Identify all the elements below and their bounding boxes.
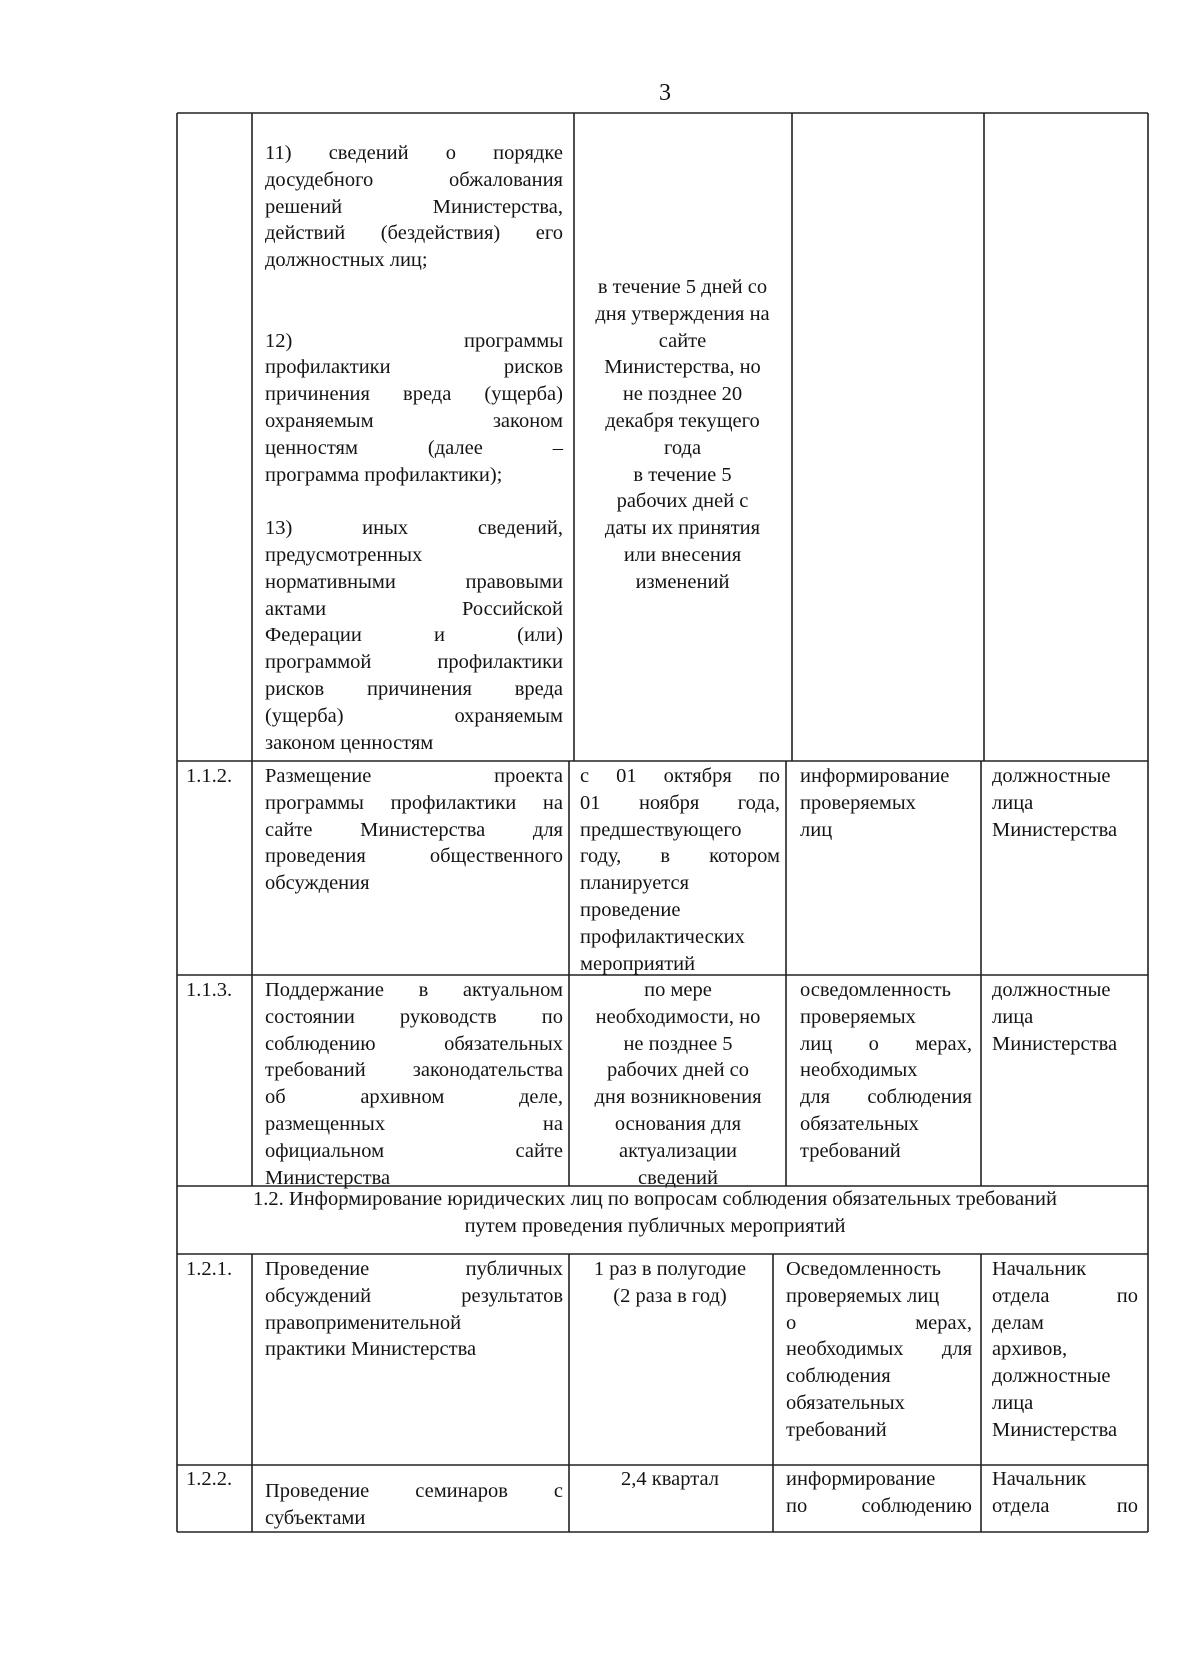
text-line: правоприменительной — [265, 1311, 462, 1334]
text-line: нормативными правовыми — [265, 570, 563, 593]
text-line: досудебного обжалования — [265, 168, 563, 191]
row3-deadline — [576, 977, 780, 1191]
text-line: для соблюдения — [800, 1086, 972, 1109]
text-line: Поддержание в актуальном — [265, 979, 563, 1001]
text-line: Проведение публичных — [265, 1258, 563, 1280]
text-line: охраняемым законом — [265, 409, 563, 432]
row4-responsible — [992, 1256, 1138, 1444]
text-line: должностные — [992, 1365, 1111, 1388]
text-line: 1.2. Информирование юридических лиц по вопросам соблюдения обязательных требований — [253, 1188, 1057, 1210]
text-line: Министерства — [992, 818, 1118, 841]
text-line: по соблюдению — [786, 1494, 972, 1517]
text-line: обсуждений результатов — [265, 1284, 563, 1307]
page-number: 3 — [659, 80, 671, 106]
row1-description — [265, 140, 563, 756]
row3-responsible — [992, 977, 1142, 1057]
text-line: обязательных — [800, 1112, 919, 1135]
text-line: Осведомленность — [786, 1258, 941, 1280]
text-line: 01 ноября года, — [580, 791, 780, 814]
text-line: лиц — [800, 818, 833, 841]
text-line: Начальник — [992, 1468, 1087, 1490]
text-line: требований законодательства — [265, 1059, 563, 1082]
row5-deadline — [572, 1466, 768, 1493]
row3-result — [800, 977, 972, 1165]
row-number: 1.1.3. — [186, 979, 233, 1001]
text-line: необходимости, но — [595, 1005, 761, 1028]
text-line: Министерства, но — [604, 356, 761, 379]
text-line: изменений — [635, 570, 730, 593]
text-line: 12) программы — [265, 329, 563, 352]
text-line: Федерации и (или) — [265, 624, 563, 647]
text-line: проведение — [580, 898, 681, 921]
text-line: лица — [992, 791, 1034, 814]
text-line — [265, 274, 563, 301]
text-line: делам — [992, 1311, 1044, 1334]
row-number: 1.1.2. — [186, 765, 233, 787]
text-line: не позднее 5 — [623, 1032, 733, 1055]
row2-result — [800, 763, 978, 843]
text-line: лица — [992, 1391, 1034, 1414]
text-line: соблюдению обязательных — [265, 1032, 563, 1055]
text-line: обсуждения — [265, 872, 370, 895]
text-line: решений Министерства, — [265, 195, 563, 218]
text-line: лиц о мерах, — [800, 1032, 972, 1055]
text-line: (2 раза в год) — [613, 1284, 727, 1307]
text-line — [265, 488, 563, 515]
text-line: года — [663, 436, 702, 459]
text-line: необходимых — [800, 1059, 918, 1082]
text-line: Начальник — [992, 1258, 1087, 1280]
text-line: должностных лиц; — [265, 249, 428, 272]
text-line: программой профилактики — [265, 651, 563, 674]
text-line: о мерах, — [786, 1311, 972, 1334]
row2-responsible — [992, 763, 1142, 843]
text-line: об архивном деле, — [265, 1086, 563, 1109]
text-line: путем проведения публичных мероприятий — [464, 1214, 846, 1237]
text-line: проверяемых — [800, 1005, 916, 1028]
text-line: размещенных на — [265, 1112, 563, 1135]
row5-result — [786, 1466, 972, 1520]
row4-description — [265, 1256, 563, 1363]
text-line: в течение 5 — [633, 463, 732, 486]
section-heading — [170, 1186, 1140, 1240]
text-line: рабочих дней со — [606, 1059, 750, 1082]
text-line: требований — [800, 1139, 901, 1162]
text-line: требований — [786, 1418, 887, 1441]
text-line: практики Министерства — [265, 1338, 477, 1361]
row-number: 1.2.2. — [186, 1468, 233, 1490]
text-line: Министерства — [992, 1032, 1118, 1055]
text-line: субъектами — [265, 1506, 366, 1529]
text-line: ценностям (далее – — [265, 436, 563, 459]
row2-description — [265, 763, 563, 897]
text-line: программа профилактики); — [265, 463, 503, 486]
text-line: рисков причинения вреда — [265, 677, 563, 700]
text-line: программы профилактики на — [265, 791, 563, 814]
text-line: причинения вреда (ущерба) — [265, 383, 563, 406]
text-line: необходимых для — [786, 1338, 972, 1361]
text-line: проверяемых — [800, 791, 916, 814]
text-line: сайте — [658, 329, 707, 352]
row5-responsible — [992, 1466, 1138, 1520]
text-line: дня утверждения на — [595, 302, 770, 325]
text-line: должностные — [992, 979, 1111, 1001]
text-line: архивов, — [992, 1338, 1068, 1361]
text-line: информирование — [786, 1468, 936, 1490]
text-line: 13) иных сведений, — [265, 517, 563, 540]
text-line: отдела по — [992, 1494, 1138, 1517]
text-line: проведения общественного — [265, 845, 563, 868]
text-line: основания для — [614, 1112, 742, 1135]
text-line — [265, 301, 563, 328]
text-line: информирование — [800, 765, 950, 787]
text-line: Министерства — [992, 1418, 1118, 1441]
text-line: проверяемых лиц — [786, 1284, 940, 1307]
text-line: сведений — [638, 1166, 718, 1189]
text-line: официальном сайте — [265, 1139, 563, 1162]
text-line: дня возникновения — [594, 1086, 762, 1109]
text-line: обязательных — [786, 1391, 905, 1414]
text-line: сайте Министерства для — [265, 818, 563, 841]
text-line: действий (бездействия) его — [265, 222, 563, 245]
text-line: отдела по — [992, 1284, 1138, 1307]
text-line: осведомленность — [800, 979, 951, 1001]
row4-deadline — [572, 1256, 768, 1310]
text-line: должностные — [992, 765, 1111, 787]
row3-description — [265, 977, 563, 1191]
text-line: Размещение проекта — [265, 765, 563, 787]
text-line: с 01 октября по — [580, 765, 780, 787]
text-line: законом ценностям — [265, 731, 434, 754]
text-line: Министерства — [265, 1166, 391, 1189]
text-line: 11) сведений о порядке — [265, 142, 563, 164]
text-line: в течение 5 дней со — [597, 276, 768, 298]
row-number: 1.2.1. — [186, 1258, 233, 1280]
text-line: предшествующего — [580, 818, 742, 841]
row4-result — [786, 1256, 972, 1444]
row2-deadline — [580, 763, 780, 977]
text-line: предусмотренных — [265, 543, 423, 566]
text-line: профилактики рисков — [265, 356, 563, 379]
text-line: лица — [992, 1005, 1034, 1028]
text-line: 1 раз в полугодие — [593, 1258, 747, 1280]
text-line: не позднее 20 — [622, 383, 743, 406]
row1-deadline — [580, 274, 785, 596]
text-line: профилактических — [580, 925, 745, 948]
text-line: мероприятий — [580, 952, 696, 975]
text-line: актуализации — [618, 1139, 738, 1162]
text-line: (ущерба) охраняемым — [265, 704, 563, 727]
text-line: даты их принятия — [604, 517, 761, 540]
text-line: актами Российской — [265, 597, 563, 620]
text-line: планируется — [580, 872, 690, 895]
text-line: по мере — [644, 979, 712, 1001]
text-line: декабря текущего — [605, 409, 760, 432]
text-line: или внесения — [623, 543, 742, 566]
row5-description — [265, 1478, 563, 1532]
text-line: 2,4 квартал — [621, 1468, 719, 1490]
text-line: соблюдения — [786, 1365, 891, 1388]
text-line: Проведение семинаров с — [265, 1480, 563, 1502]
text-line: рабочих дней с — [616, 490, 749, 513]
text-line: году, в котором — [580, 845, 780, 868]
text-line: состоянии руководств по — [265, 1005, 563, 1028]
